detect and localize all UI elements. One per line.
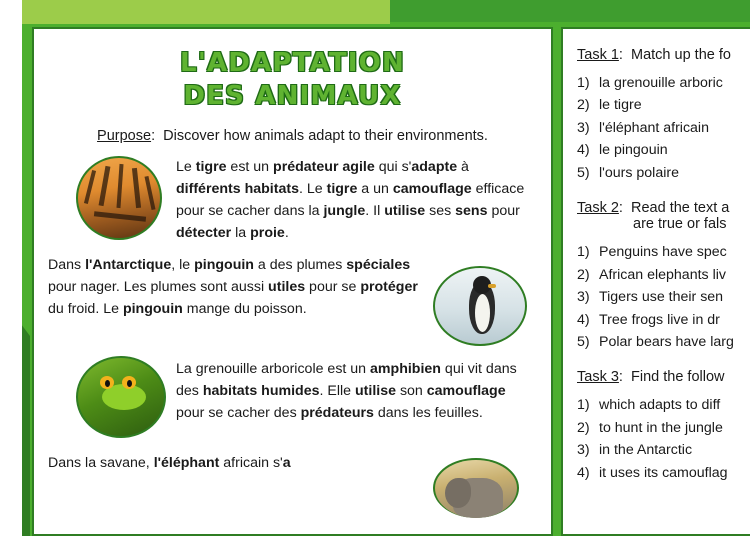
- list-item: 4) Tree frogs live in dr: [577, 311, 720, 328]
- list-item: 1) Penguins have spec: [577, 244, 727, 261]
- paragraph-block-elephant: [48, 452, 537, 536]
- task-list-2: [577, 241, 750, 353]
- task-heading-1: Task 1: Match up the fo: [577, 47, 731, 63]
- list-item: 1) la grenouille arboric: [577, 75, 723, 91]
- tiger-photo: [76, 156, 162, 240]
- task-list-1: [577, 72, 750, 184]
- list-item: 3) l'éléphant africain: [577, 119, 709, 136]
- purpose-label: Purpose: [97, 127, 152, 144]
- task-heading-2: Task 2: Read the text a are true or fals: [577, 200, 750, 232]
- paragraph-block-penguin: [48, 254, 537, 346]
- elephant-photo: [433, 458, 519, 518]
- list-item: 5) l'ours polaire: [577, 164, 679, 181]
- list-item: 3) in the Antarctic: [577, 442, 693, 459]
- list-item: 2) le tigre: [577, 97, 642, 114]
- title-line-2: DES ANIMAUX: [183, 81, 402, 112]
- task-label-3: Task 3: [577, 369, 619, 386]
- paragraph-block-frog: [48, 356, 537, 442]
- frog-paragraph: La grenouille arboricole est un amphibien qui vit dans des habitats humides. Elle utilise son camouflage pour se cacher des prédateurs dans les feuilles.: [176, 361, 517, 422]
- task-heading-text-1: Match up the fo: [631, 47, 731, 63]
- list-item: 1) which adapts to diff: [577, 397, 721, 414]
- penguin-paragraph: Dans l'Antarctique, le pingouin a des plumes spéciales pour nager. Les plumes sont aussi utiles pour se protéger du froid. Le pingouin mange du poisson.: [48, 257, 418, 318]
- list-item: 4) it uses its camouflag: [577, 464, 728, 481]
- title-line-1: L'ADAPTATION: [180, 48, 405, 78]
- tiger-paragraph: Le tigre est un prédateur agile qui s'adapte à différents habitats. Le tigre a un camouflage efficace pour se cacher dans la jungle. Il utilise ses sens pour détecter la proie.: [176, 158, 525, 241]
- list-item: 3) Tigers use their sen: [577, 289, 724, 306]
- task-heading-cont-2: are true or fals: [633, 216, 727, 233]
- task-list-3: [577, 394, 750, 484]
- purpose-text: Discover how animals adapt to their environments.: [163, 127, 488, 144]
- list-item: 2) to hunt in the jungle: [577, 419, 723, 436]
- white-left-margin-lower: [0, 300, 14, 536]
- purpose-line: [34, 128, 551, 144]
- task-heading-3: Task 3: Find the follow: [577, 369, 725, 386]
- penguin-photo: [433, 266, 527, 346]
- page-title: [34, 47, 551, 114]
- light-green-top-band: [0, 0, 390, 24]
- purpose-separator: :: [151, 127, 156, 144]
- list-item: 2) African elephants liv: [577, 266, 726, 283]
- tree-frog-photo: [76, 356, 166, 438]
- right-page-panel: [561, 27, 750, 536]
- task-label-2: Task 2: [577, 200, 619, 217]
- task-heading-text-2: Read the text a: [631, 200, 730, 217]
- list-item: 4) le pingouin: [577, 142, 668, 159]
- task-label-1: Task 1: [577, 47, 619, 63]
- task-heading-text-3: Find the follow: [631, 369, 725, 386]
- paragraph-block-tiger: [48, 154, 537, 245]
- list-item: 5) Polar bears have larg: [577, 333, 734, 350]
- left-page-panel: [32, 27, 553, 536]
- elephant-paragraph: Dans la savane, l'éléphant africain s'a: [48, 455, 291, 472]
- tasks-container: [563, 29, 750, 484]
